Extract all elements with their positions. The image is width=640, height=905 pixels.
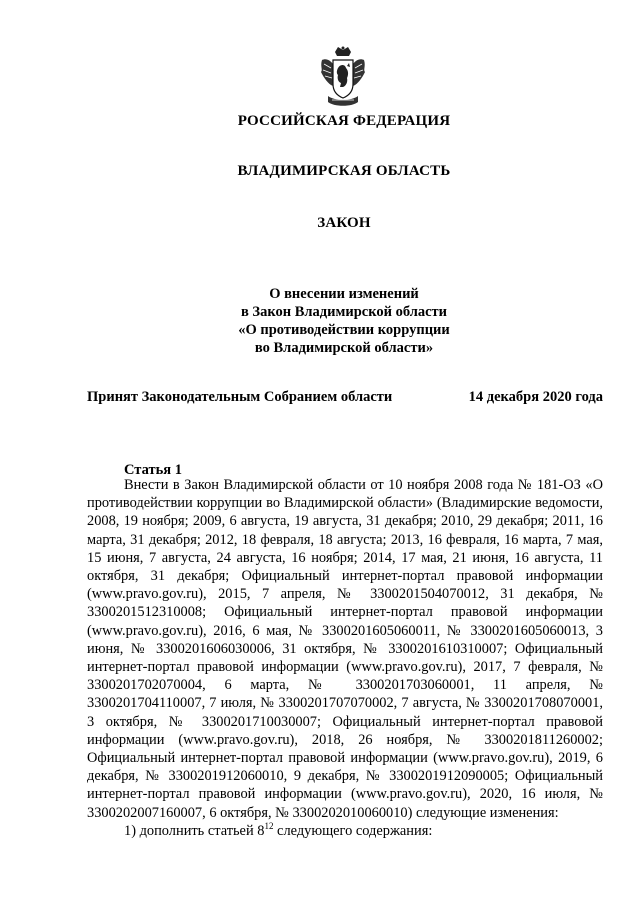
article-number-superscript: 12 bbox=[264, 821, 274, 832]
amendment-item-suffix: следующего содержания: bbox=[273, 822, 433, 839]
article-paragraph: Внести в Закон Владимирской области от 10 ноября 2008 года № 181-ОЗ «О противодействии коррупции во Владимирской области» (Владимирские ведомости, 2008, 19 ноября; 2009, 6 августа, 19 августа, 31 декабря; 2010, 29 декабря; 2011, 16 марта, 31 декабря; 2012, 18 февраля, 18 августа; 2013, 16 февраля, 16 марта, 7 мая, 15 июня, 7 августа, 24 августа, 16 ноября; 2014, 17 мая, 21 июня, 16 августа, 11 октября, 31 декабря; Официальный интернет-портал правовой информации (www.pravo.gov.ru), 2015, 7 апреля, № 3300201504070012, 31 декабря, № 3300201512310008; Официальный интернет-портал правовой информации (www.pravo.gov.ru), 2016, 6 мая, № 3300201605060011, № 3300201605060013, 3 июня, № 3300201606030006, 31 октября, № 3300201610310007; Официальный интернет-портал правовой информации (www.pravo.gov.ru), 2017, 7 февраля, № 3300201702070004, 6 марта, № 3300201703060001, 11 апреля, № 3300201704110007, 7 июля, № 3300201707070002, 7 августа, № 3300201708070001, 3 октября, № 3300201710030007; Официальный интернет-портал правовой информации (www.pravo.gov.ru), 2018, 26 ноября, № 3300201811260002; Официальный интернет-портал правовой информации (www.pravo.gov.ru), 2019, 6 декабря, № 3300201912060010, 9 декабря, № 3300201912090005; Официальный интернет-портал правовой информации (www.pravo.gov.ru), 2020, 16 июля, № 3300202007160007, 6 октября, № 3300202010060010) следующие изменения: bbox=[87, 477, 603, 821]
law-title-line: О внесении изменений bbox=[269, 286, 419, 302]
article-heading: Статья 1 bbox=[124, 462, 182, 478]
coat-of-arms-emblem bbox=[318, 46, 368, 108]
adoption-date: 14 декабря 2020 года bbox=[468, 389, 603, 405]
law-title-line: в Закон Владимирской области bbox=[240, 304, 448, 320]
law-title-line: «О противодействии коррупции bbox=[238, 322, 450, 338]
amendment-item bbox=[87, 822, 603, 840]
law-title bbox=[0, 285, 640, 357]
article-body bbox=[87, 476, 603, 840]
law-title-line: во Владимирской области» bbox=[254, 340, 434, 356]
country-heading: РОССИЙСКАЯ ФЕДЕРАЦИЯ bbox=[237, 113, 451, 129]
adopted-by: Принят Законодательным Собранием области bbox=[87, 389, 393, 405]
region-heading: ВЛАДИМИРСКАЯ ОБЛАСТЬ bbox=[237, 163, 451, 179]
document-type-heading: ЗАКОН bbox=[317, 215, 371, 231]
amendment-item-prefix: 1) дополнить статьей 8 bbox=[124, 822, 265, 839]
